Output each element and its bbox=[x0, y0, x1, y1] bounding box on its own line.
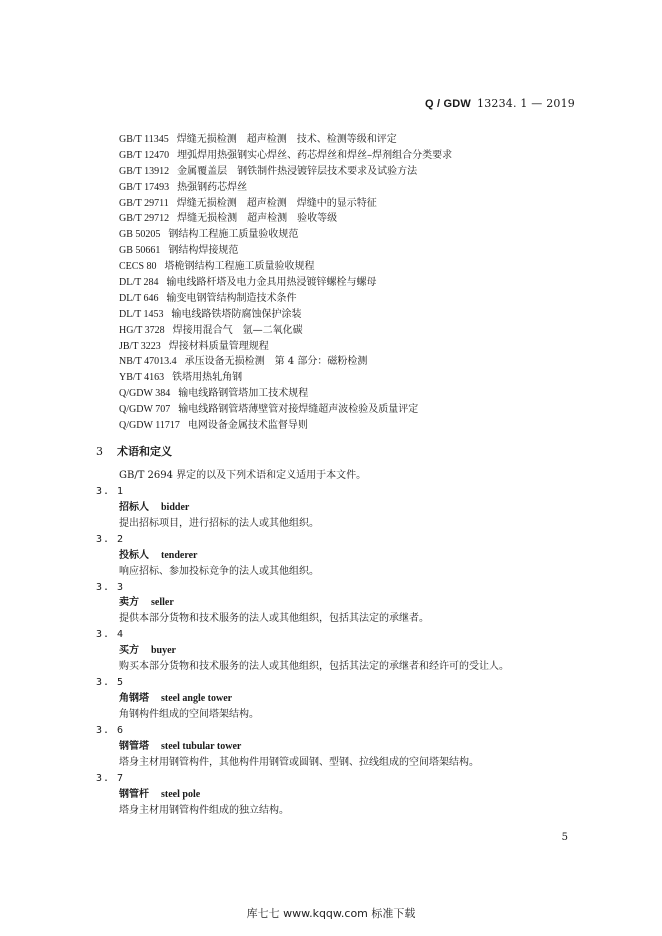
standard-prefix: Q / GDW bbox=[425, 98, 472, 110]
definition-number: 3. 7 bbox=[96, 772, 125, 784]
definition-entry bbox=[96, 627, 576, 675]
term-english: buyer bbox=[151, 645, 176, 657]
reference-item bbox=[119, 402, 452, 418]
definition-number: 3. 2 bbox=[96, 533, 125, 545]
section-number: 3 bbox=[96, 445, 103, 458]
definition-term bbox=[96, 548, 576, 564]
reference-item bbox=[119, 275, 452, 291]
term-english: steel angle tower bbox=[161, 693, 233, 705]
definition-number: 3. 1 bbox=[96, 486, 125, 497]
definition-term bbox=[96, 595, 576, 611]
reference-item bbox=[119, 180, 452, 196]
reference-code: HG/T 3728 bbox=[119, 324, 165, 336]
reference-title: 输电线路钢管塔加工技术规程 bbox=[178, 388, 309, 400]
definition-term bbox=[96, 500, 576, 516]
definition-text: 塔身主材用钢管构件组成的独立结构。 bbox=[119, 804, 289, 816]
reference-code: DL/T 284 bbox=[119, 277, 159, 289]
term-chinese: 卖方 bbox=[119, 597, 139, 609]
section-heading bbox=[96, 443, 172, 459]
reference-title: 电网设备金属技术监督导则 bbox=[187, 420, 308, 432]
reference-code: CECS 80 bbox=[119, 261, 157, 273]
definition-text: 响应招标、参加投标竞争的法人或其他组织。 bbox=[119, 565, 319, 577]
reference-item bbox=[119, 354, 452, 370]
definition-text: 角钢构件组成的空间塔架结构。 bbox=[119, 708, 259, 720]
standard-number: 13234. 1 — 2019 bbox=[477, 97, 575, 110]
reference-item bbox=[119, 211, 452, 227]
reference-title: 热强钢药芯焊丝 bbox=[177, 181, 248, 193]
definition-entry bbox=[96, 580, 576, 628]
reference-item bbox=[119, 370, 452, 386]
definition-entry bbox=[96, 532, 576, 580]
reference-code: GB/T 12470 bbox=[119, 149, 170, 161]
reference-item bbox=[119, 339, 452, 355]
reference-code: Q/GDW 11717 bbox=[119, 420, 180, 432]
term-english: bidder bbox=[161, 501, 190, 513]
definition-number: 3. 3 bbox=[96, 581, 125, 593]
reference-item bbox=[119, 307, 452, 323]
definition-number: 3. 4 bbox=[96, 629, 125, 641]
reference-title: 塔桅钢结构工程施工质量验收规程 bbox=[164, 261, 315, 273]
reference-title: 铁塔用热轧角钢 bbox=[172, 372, 243, 384]
definition-number: 3. 5 bbox=[96, 677, 125, 689]
standard-code-header bbox=[425, 97, 575, 110]
reference-item bbox=[119, 227, 452, 243]
reference-code: NB/T 47013.4 bbox=[119, 356, 177, 368]
reference-code: DL/T 646 bbox=[119, 292, 159, 304]
reference-item bbox=[119, 323, 452, 339]
definitions-list bbox=[96, 484, 576, 819]
definition-term bbox=[96, 643, 576, 659]
definition-entry bbox=[96, 771, 576, 819]
reference-title: 焊缝无损检测 超声检测 验收等级 bbox=[177, 213, 338, 225]
reference-title: 焊接用混合气 氩—二氧化碳 bbox=[172, 324, 303, 336]
reference-title: 输电线路杆塔及电力金具用热浸镀锌螺栓与螺母 bbox=[166, 277, 377, 289]
definition-number: 3. 6 bbox=[96, 724, 125, 736]
reference-code: GB/T 17493 bbox=[119, 181, 170, 193]
reference-code: GB/T 29712 bbox=[119, 213, 170, 225]
reference-title: 焊接材料质量管理规程 bbox=[168, 340, 269, 352]
reference-code: YB/T 4163 bbox=[119, 372, 165, 384]
reference-title: 输电线路铁塔防腐蚀保护涂装 bbox=[171, 308, 302, 320]
reference-title: 钢结构工程施工质量验收规范 bbox=[168, 229, 299, 241]
term-english: seller bbox=[151, 597, 174, 609]
term-chinese: 投标人 bbox=[119, 549, 149, 561]
reference-code: GB/T 11345 bbox=[119, 134, 169, 145]
reference-item bbox=[119, 196, 452, 212]
term-english: steel tubular tower bbox=[161, 740, 242, 752]
normative-references-list bbox=[119, 132, 452, 434]
reference-code: GB 50205 bbox=[119, 229, 161, 241]
reference-code: GB/T 29711 bbox=[119, 197, 169, 209]
term-chinese: 角钢塔 bbox=[119, 693, 149, 705]
reference-item bbox=[119, 148, 452, 164]
term-english: tenderer bbox=[161, 549, 198, 561]
reference-title: 埋弧焊用热强钢实心焊丝、药芯焊丝和焊丝–焊剂组合分类要求 bbox=[177, 149, 453, 161]
page-number: 5 bbox=[561, 832, 568, 843]
reference-title: 输变电钢管结构制造技术条件 bbox=[166, 292, 297, 304]
definition-entry bbox=[96, 675, 576, 723]
reference-title: 金属覆盖层 钢铁制件热浸镀锌层技术要求及试验方法 bbox=[177, 165, 418, 177]
definition-term bbox=[96, 787, 576, 803]
section-title: 术语和定义 bbox=[117, 445, 172, 458]
definition-term bbox=[96, 691, 576, 707]
reference-item bbox=[119, 243, 452, 259]
reference-title: 输电线路钢管塔薄壁管对接焊缝超声波检验及质量评定 bbox=[178, 404, 419, 416]
reference-title: 焊缝无损检测 超声检测 技术、检测等级和评定 bbox=[176, 134, 397, 145]
reference-item bbox=[119, 418, 452, 434]
term-chinese: 招标人 bbox=[119, 501, 149, 513]
definition-text: 提供本部分货物和技术服务的法人或其他组织，包括其法定的承继者。 bbox=[119, 613, 429, 625]
term-chinese: 钢管杆 bbox=[119, 788, 149, 800]
reference-item bbox=[119, 386, 452, 402]
definition-term bbox=[96, 739, 576, 755]
definition-text: 塔身主材用钢管构件，其他构件用钢管或圆钢、型钢、拉线组成的空间塔架结构。 bbox=[119, 756, 479, 768]
reference-title: 承压设备无损检测 第 4 部分：磁粉检测 bbox=[184, 356, 368, 368]
reference-item bbox=[119, 132, 452, 148]
reference-code: GB/T 13912 bbox=[119, 165, 170, 177]
definition-text: 购买本部分货物和技术服务的法人或其他组织，包括其法定的承继者和经许可的受让人。 bbox=[119, 661, 509, 673]
reference-item bbox=[119, 259, 452, 275]
reference-code: Q/GDW 707 bbox=[119, 404, 171, 416]
reference-code: JB/T 3223 bbox=[119, 340, 161, 352]
reference-item bbox=[119, 291, 452, 307]
reference-title: 钢结构焊接规范 bbox=[168, 245, 239, 257]
section-intro: GB/T 2694 界定的以及下列术语和定义适用于本文件。 bbox=[119, 470, 367, 481]
reference-code: DL/T 1453 bbox=[119, 308, 164, 320]
definition-entry bbox=[96, 723, 576, 771]
definition-entry bbox=[96, 484, 576, 532]
reference-code: GB 50661 bbox=[119, 245, 161, 257]
term-chinese: 买方 bbox=[119, 645, 139, 657]
reference-code: Q/GDW 384 bbox=[119, 388, 171, 400]
reference-item bbox=[119, 164, 452, 180]
footer-watermark: 库七七 www.kqqw.com 标准下载 bbox=[246, 907, 416, 920]
term-english: steel pole bbox=[161, 788, 201, 800]
definition-text: 提出招标项目，进行招标的法人或其他组织。 bbox=[119, 517, 319, 529]
reference-title: 焊缝无损检测 超声检测 焊缝中的显示特征 bbox=[176, 197, 377, 209]
term-chinese: 钢管塔 bbox=[119, 740, 149, 752]
